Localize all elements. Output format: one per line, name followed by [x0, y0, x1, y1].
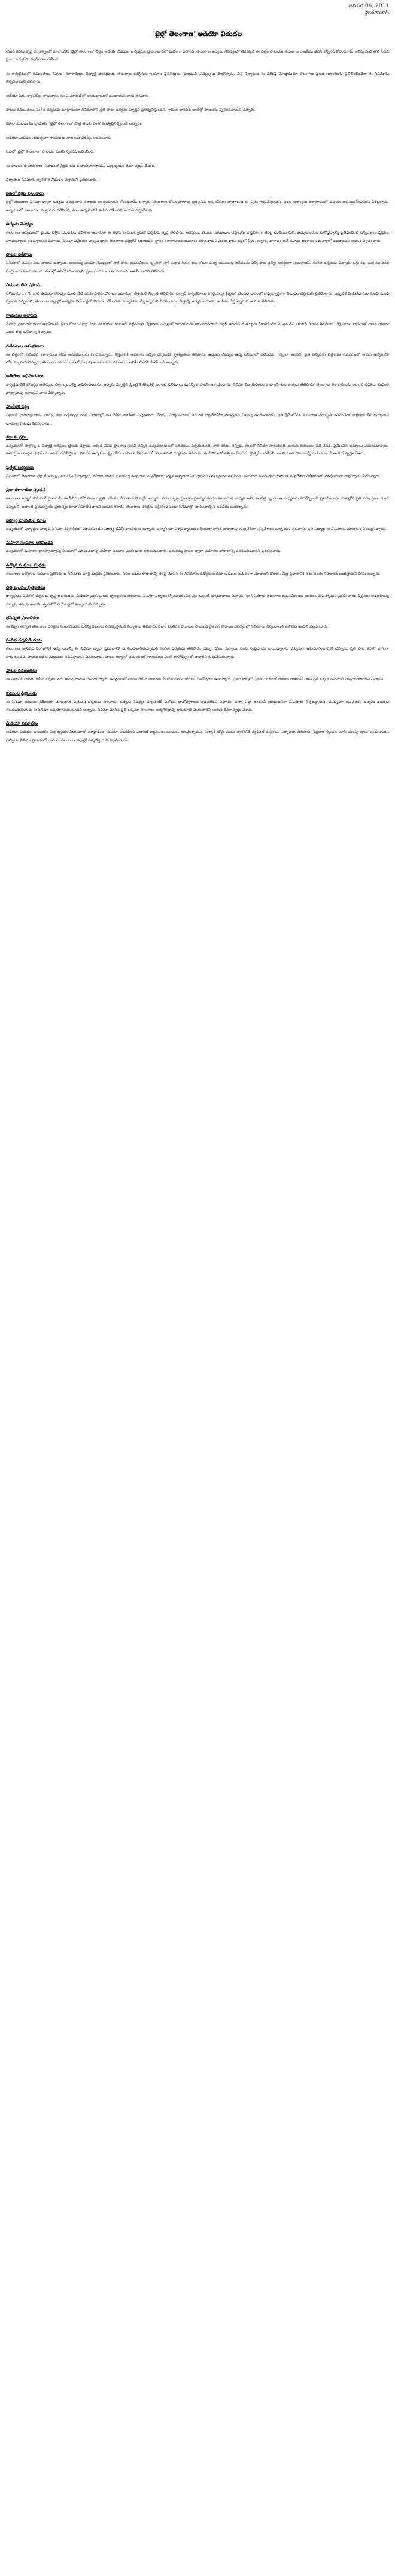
article-paragraph: ఆడియో విడుదల సందర్భంగా గాయకులు పాటలను వేదికపై ఆలపించారు.: [6, 135, 112, 140]
article-paragraph: నిర్మాతలు సినిమాను త్వరలోనే విడుదల చేస్తామని ప్రకటించారు.: [6, 178, 98, 183]
section-heading: సభలో వక్తల ప్రసంగాలు: [6, 191, 44, 196]
section-heading: అతిథుల అభినందనలు: [6, 374, 44, 379]
article-body: [6, 48, 389, 744]
section-heading: కథా సంగ్రహం: [6, 434, 28, 440]
section-heading: మహిళా సంఘాల అభినందన: [6, 540, 53, 545]
place-text: హైదరాబాద్: [364, 10, 389, 16]
page: [0, 0, 395, 756]
article-paragraph: కథానాయకుడు మాట్లాడుతూ 'జైల్లో తెలంగాణ' పాత్ర తనకు ఎంతో సంతృప్తినిచ్చిందని అన్నారు.: [6, 122, 142, 126]
article-paragraph: పాటల రచయితలు, సంగీత దర్శకుడు మాట్లాడుతూ సినిమాలోని ప్రతి పాటా ఉద్యమ స్ఫూర్తిని ప్రతిధ్వనిస్తుందని, గ్రామీణ జానపద బాణీల్లో పాటలను స్వరపరిచామని చెప్పారు.: [6, 108, 256, 113]
article-paragraph: ఈ చిత్రం తర్వాత తెలంగాణ చరిత్రకు సంబంధించిన మరిన్ని కథలను తెరకెక్కిస్తామని నిర్మాతలు తెలిపారు. నిజాం వ్యతిరేక పోరాటం, సాయుధ రైతాంగ పోరాటం నేపథ్యంలో సినిమాలు నిర్మించాలనే ఆలోచన ఉందని వెల్లడించారు.: [6, 625, 329, 629]
article-paragraph: తెలంగాణ జానపద సంగీతానికి ఉన్న బలాన్ని ఈ సినిమా ద్వారా ప్రపంచానికి చూపించాలనుకున్నామని సంగీత దర్శకుడు తెలిపారు. డప్పు, డోలు, సన్నాయి వంటి సంప్రదాయ వాయిద్యాలను ఎక్కువగా ఉపయోగించామని చెప్పారు. ప్రతి పాట కథలో భాగంగా సాగుతుందని, పాటలు కథను ముందుకు నడిపిస్తాయని వివరించారు. పాటల రికార్డింగ్ సమయంలో గాయకులు ఎంతో భావోద్వేగంతో పాడారని గుర్తుచేసుకున్నారు.: [6, 647, 389, 659]
section-heading: సంగీత దర్శకుడి మాట: [6, 638, 42, 643]
dateline-block: [348, 2, 389, 17]
section-heading: ప్రజా కళాకారుల స్పందన: [6, 487, 46, 493]
section-heading: పాటల రచయితలు: [6, 668, 37, 674]
section-heading: విడుదల తేదీ ప్రకటన: [6, 282, 40, 287]
date-text: జనవరి 06, 2011: [348, 3, 389, 9]
dateline: [6, 2, 389, 17]
article-paragraph: ఉద్యమంలో విద్యార్థుల పాత్రను సినిమా సరైన రీతిలో చూపించిందని విద్యార్థి జేఏసీ నాయకులు అన్నారు. ఉస్మానియా విశ్వవిద్యాలయం కేంద్రంగా సాగిన పోరాటాన్ని గుర్తుచేసేలా సన్నివేశాలు ఉన్నాయని తెలిపారు. ప్రతి విద్యార్థి ఈ సినిమాను చూడాలని పిలుపునిచ్చారు.: [6, 527, 387, 531]
article-paragraph: యువ కెరటం కృష్ణ దర్శకత్వంలో రూపొందిన 'జైల్లో తెలంగాణ' చిత్రం ఆడియో విడుదల కార్యక్రమం హైదరాబాద్‌లో ఘనంగా జరిగింది. తెలంగాణ ఉద్యమ నేపథ్యంలో తెరకెక్కిన ఈ చిత్రం పాటలను తెలంగాణ రాజకీయ జేఏసీ కన్వీనర్ కోదండరామ్ ఆవిష్కరించి తొలి సీడీని ప్రజా గాయకుడు గద్దర్‌కు అందజేశారు.: [6, 50, 389, 62]
article-paragraph: చిత్రానికి ఛాయాగ్రహణం, కూర్పు, కళా దర్శకత్వం వంటి విభాగాల్లో పని చేసిన సాంకేతిక నిపుణులను వేదికపై సన్మానించారు. పరిమిత బడ్జెట్‌లోనూ నాణ్యమైన చిత్రాన్ని అందించామని, ప్రతి ఫ్రేమ్‌లోనూ తెలంగాణ సంస్కృతి కనిపించేలా జాగ్రత్తలు తీసుకున్నామని ఛాయాగ్రాహకుడు వివరించారు.: [6, 413, 389, 426]
article-paragraph: వేదికపై ప్రజా గాయకులు ఆలపించిన 'జైలు గోడల మధ్య' పాట సభికులను కంటతడి పెట్టించింది. ప్రేక్షకులు చప్పట్లతో గాయకులను అభినందించారు. గద్దర్ ఆలపించిన ఉద్యమ గీతానికి సభ మొత్తం లేచి నిలబడి గౌరవం తెలిపింది. పల్లె పదాల సొగసుతో సాగిన పాటలు సభకు కొత్త ఉత్తేజాన్ని తెచ్చాయి.: [6, 322, 389, 335]
article-paragraph: సినిమాలో తెలంగాణ పల్లె జీవితాన్ని ప్రతిబింబించే దృశ్యాలు, బోనాల జాతర, బతుకమ్మ ఉత్సవాల సన్నివేశాలు ప్రత్యేక ఆకర్షణగా నిలుస్తాయని చిత్ర బృందం తెలిపింది. వందలాది మంది గ్రామస్తులు ఈ సన్నివేశాల చిత్రీకరణలో స్వచ్ఛందంగా పాల్గొన్నారని పేర్కొన్నారు.: [6, 474, 381, 478]
section-heading: ఉద్యోగ సంఘాల మద్దతు: [6, 562, 46, 568]
article-paragraph: ఉద్యమంలో పాల్గొన్న ఓ విద్యార్థి అరెస్టయి జైలుకు వెళ్తాడు. అక్కడ వివిధ ప్రాంతాల నుంచి వచ్చిన ఉద్యమకారులతో పరిచయం ఏర్పడుతుంది. వారి కథలు, కన్నీళ్లు, కలలతో సినిమా సాగుతుంది. బయట కుటుంబం పడే వేదన, ప్రేమించిన అమ్మాయి ఎదురుచూపులు, ఊరి ప్రజల మద్దతు కథను ముందుకు నడిపిస్తాయి. చివరకు ఉద్యమ లక్ష్యం కోసం వారంతా ఏకమవడమే కథాంశమని దర్శకుడు తెలిపారు. ఈ సినిమాలో ఎక్కడా హింసను ప్రోత్సహించలేదని, శాంతియుత పోరాటాన్నే చూపించామని ఆయన స్పష్టం చేశారు.: [6, 443, 389, 456]
article-paragraph: సినిమాను 1970 నాటి ఉద్యమ నేపథ్యం నుంచి నేటి వరకు సాగిన పోరాటం ఆధారంగా తీశామని నిర్మాత తెలిపారు. సెన్సార్ కార్యక్రమాలు పూర్తయ్యాక ఫిబ్రవరి మొదటి వారంలో రాష్ట్రవ్యాప్తంగా విడుదల చేస్తామని ప్రకటించారు. ఇప్పటికే పంపిణీదారుల నుంచి మంచి స్పందన వచ్చిందని, తెలంగాణ జిల్లాల్లో అత్యధిక థియేటర్లలో విడుదల చేసేందుకు సన్నాహాలు చేస్తున్నామని వివరించారు. చిత్రాన్ని ఉద్యమకారులకు అంకితం చేస్తున్నామని ఆయన తెలిపారు.: [6, 291, 389, 304]
article-paragraph: ఆడియో విడుదల అనంతరం చిత్ర బృందం మీడియాతో మాట్లాడింది. సినిమా విడుదలకు ఎలాంటి అడ్డంకులు ఉండవని ఆశిస్తున్నామని, సెన్సార్ బోర్డు నుంచి త్వరలోనే సర్టిఫికెట్ వస్తుందని నిర్మాతలు తెలిపారు. ప్రేక్షకుల స్పందన చూసి మరిన్ని షోలు పెంచుతామని చెప్పారు. సినిమా ప్రచారంలో భాగంగా తెలంగాణ జిల్లాల్లో పర్యటిస్తామని వెల్లడించారు.: [6, 730, 389, 743]
article-title: 'జైల్లో తెలంగాణ' ఆడియో విడుదల: [153, 30, 242, 38]
article-paragraph: తెలంగాణ ఉద్యమానికి పాటే ప్రాణమని, ఈ సినిమాలోని పాటలు ప్రతి గడపకూ చేరుతాయని గద్దర్ అన్నారు. పాట ద్వారా ప్రజలను చైతన్యపరచడం కళాకారుల బాధ్యత అని, ఈ చిత్ర బృందం ఆ బాధ్యతను నెరవేర్చిందని ప్రశంసించారు. పాటల్లోని ప్రతి పదం ప్రజల గుండె చప్పుడని, ఇలాంటి ప్రయత్నాలకు ప్రభుత్వం కూడా సహకరించాలని ఆయన కోరారు. తెలంగాణ చరిత్రను వక్రీకరించకుండా సినిమాల్లో చూపించాల్సిన అవసరం ఉందన్నారు.: [6, 496, 389, 509]
section-heading: కుటుంబ ప్రేక్షకులకు: [6, 690, 37, 696]
section-heading: భవిష్యత్ ప్రణాళికలు: [6, 616, 40, 621]
section-heading: ఉద్యమ నేపథ్యం: [6, 222, 33, 227]
article-paragraph: ఆడియో సీడీ, క్యాసెట్‌లు సోమవారం నుంచి మార్కెట్‌లో అందుబాటులో ఉంటాయని వారు తెలిపారు.: [6, 93, 150, 98]
article-paragraph: తెలంగాణ ఉద్యమంలో జైలుకు వెళ్లిన యువకుల జీవితాల ఆధారంగా ఈ కథను రాసుకున్నామని దర్శకుడు కృష్ణ తెలిపారు. అరెస్టులు, కేసులు, కుటుంబాల కష్టాలను వాస్తవికంగా తెరపై చూపించామని, ఉద్యమకారుల మనోధైర్యాన్ని ప్రతిబింబించే సన్నివేశాలు ప్రేక్షకుల హృదయాలను కదిలిస్తాయని చెప్పారు. సినిమా చిత్రీకరణ ఎక్కువ భాగం తెలంగాణ పల్లెల్లోనే జరిగిందని, స్థానిక కళాకారులకు అవకాశం కల్పించామని వివరించారు. కథలో ప్రేమ, త్యాగం, పోరాటం అనే మూడు అంశాలు సమపాళ్లలో ఉంటాయని ఆయన వెల్లడించారు.: [6, 231, 389, 243]
article-paragraph: ఈ సినిమా కుటుంబ సమేతంగా చూడదగిన చిత్రమని దర్శకుడు తెలిపారు. ఉద్యమ నేపథ్యం ఉన్నప్పటికీ వినోదం, భావోద్వేగాలకు కొదవలేదని చెప్పారు. చిన్నా పెద్దా అందరినీ ఆకట్టుకునేలా సినిమాను తీర్చిదిద్దామని, ముఖ్యంగా యువతరం ఉద్యమ చరిత్రను తెలుసుకునేందుకు ఈ సినిమా ఉపయోగపడుతుందని అన్నారు. సినిమా చూసిన ప్రతి ఒక్కరూ తెలంగాణ ఆత్మగౌరవాన్ని అనుభూతి చెందుతారని ఆయన ధీమా వ్యక్తం చేశారు.: [6, 699, 389, 713]
section-heading: చిత్ర బృందం కృతజ్ఞతలు: [6, 585, 45, 590]
section-heading: ప్రత్యేక ఆకర్షణలు: [6, 465, 34, 470]
article-paragraph: ఈ చిత్రంలో నటించిన కళాకారులు తమ అనుభవాలను పంచుకున్నారు. కొత్తవారికి అవకాశం ఇచ్చిన దర్శకుడికి కృతజ్ఞతలు తెలిపారు. ఉద్యమ నేపథ్యం ఉన్న సినిమాలో నటించడం గర్వంగా ఉందని, ప్రతి సన్నివేశం చిత్రీకరణ సమయంలో తాము ఉద్వేగానికి లోనయ్యామని చెప్పారు. తెలంగాణ యాస, భాషలో సంభాషణలు పలకడం సహజంగా అనిపించిందని హీరోయిన్ అన్నారు.: [6, 352, 389, 365]
article-paragraph: కార్యక్రమం చివరలో దర్శకుడు కృష్ణ అతిథులకు, మీడియా ప్రతినిధులకు కృతజ్ఞతలు తెలిపారు. సినిమా నిర్మాణంలో సహకరించిన ప్రతి ఒక్కరికీ ధన్యవాదాలు చెప్పారు. ఈ సినిమాను తెలంగాణ అమరవీరులకు అంకితం చేస్తున్నామని ప్రకటించారు. ప్రేక్షకులు ఆదరిస్తారన్న నమ్మకం తమకు ఉందని, త్వరలోనే థియేటర్లలో కలుద్దామని చెప్పారు.: [6, 594, 389, 607]
article-paragraph: ఈ పాటలు 'జై తెలంగాణ' నినాదంతో ప్రేక్షకులను ఉర్రూతలూగిస్తాయని చిత్ర బృందం ధీమా వ్యక్తం చేసింది.: [6, 163, 156, 168]
section-heading: పాటల విశేషాలు: [6, 252, 32, 257]
section-heading: మీడియా సమావేశం: [6, 721, 38, 726]
section-heading: సాంకేతిక వర్గం: [6, 404, 29, 410]
article-paragraph: ఉద్యమంలో మహిళల భాగస్వామ్యాన్ని సినిమాలో చూపించడాన్ని మహిళా సంఘాల ప్రతినిధులు అభినందించారు. బతుకమ్మ పాటల ద్వారా మహిళల పోరాటాన్ని ప్రతిబింబించారని ప్రశంసించారు.: [6, 549, 282, 554]
section-heading: గాయకుల ఆలాపన: [6, 313, 37, 318]
article-paragraph: సినిమాలో మొత్తం ఏడు పాటలు ఉన్నాయి. బతుకమ్మ పండుగ నేపథ్యంలో సాగే పాట, అమరవీరుల స్మృతిలో సాగే విషాద గీతం, జైలు గోడల మధ్య యువకుల ఆవేదనను చెప్పే పాట ప్రత్యేక ఆకర్షణగా నిలుస్తాయని సంగీత దర్శకుడు చెప్పారు. ఒగ్గు కథ, బుర్ర కథ వంటి సంప్రదాయ కళారూపాలను పాటల్లో ఉపయోగించామని, ప్రజా గాయకులు ఈ పాటలను ఆలపించారని తెలిపారు.: [6, 261, 389, 274]
section-heading: నటీనటుల అనుభవాలు: [6, 343, 44, 348]
article-paragraph: తెలంగాణ ఉద్యోగుల సంఘాల ప్రతినిధులు సినిమాకు పూర్తి మద్దతు ప్రకటించారు. సకల జనుల పోరాటాన్ని తెరపై చూపిన ఈ సినిమాను ఉద్యోగులందరూ కుటుంబ సమేతంగా చూడాలని కోరారు. చిత్ర ప్రచారానికి తమ వంతు సహకారం అందిస్తామని హామీ ఇచ్చారు.: [6, 571, 381, 576]
article-paragraph: సభలో 'జైల్లో తెలంగాణ' పాటలకు మంచి స్పందన లభించింది.: [6, 150, 95, 154]
article-paragraph: కార్యక్రమానికి హాజరైన అతిథులు చిత్ర బృందాన్ని అభినందించారు. ఉద్యమ స్ఫూర్తిని ప్రజల్లోకి తీసుకెళ్లే ఇలాంటి సినిమాలు మరిన్ని రావాలని ఆకాంక్షించారు. సినిమా విజయవంతం కావాలని శుభాకాంక్షలు తెలిపారు. తెలంగాణ కళాకారులకు ఇలాంటి వేదికలు మరింత ప్రోత్సాహాన్ని ఇస్తాయని వారు పేర్కొన్నారు.: [6, 383, 389, 395]
section-heading: విద్యార్థి నాయకుల మాట: [6, 518, 46, 523]
article-paragraph: ఈ కార్యక్రమంలో రచయితలు, కవులు, కళాకారులు, విద్యార్థి నాయకులు, తెలంగాణ ఉద్యోగుల సంఘాల ప్రతినిధులు, పలువురు ఎమ్మెల్యేలు పాల్గొన్నారు. చిత్ర నిర్మాతలు ఈ వేదికపై మాట్లాడుతూ తెలంగాణ ప్రజల ఆకాంక్షలను ప్రతిబింబించేలా ఈ సినిమాను తీర్చిదిద్దామని తెలిపారు.: [6, 71, 389, 84]
article-paragraph: జైల్లో తెలంగాణ సినిమా ద్వారా ఉద్యమ చరిత్ర భావి తరాలకు అందుతుందని కోదండరామ్ అన్నారు. తెలంగాణ కోసం ప్రాణాలు అర్పించిన అమరవీరుల త్యాగాలను ఈ చిత్రం గుర్తుచేస్తుందని, ప్రజల ఆకాంక్షను కళారూపంలో చెప్పడం అభినందనీయమని పేర్కొన్నారు. ఉద్యమంలో కళాకారుల పాత్ర మరువలేనిదని, పాట ఉద్యమానికి ఊపిరి పోసిందని ఆయన గుర్తుచేశారు.: [6, 200, 389, 213]
article-paragraph: ఈ చిత్రానికి పాటలు రాసిన కవులు తమ అనుభవాలను పంచుకున్నారు. ఉద్యమంలో తాము రాసిన పాటలకు సినిమా రూపం రావడం సంతోషంగా ఉందన్నారు. ప్రజల భాషలో, ప్రజల యాసలో పాటలు రాశామని, అవి ప్రతి ఒక్కరి మనసుకు హత్తుకుంటాయని చెప్పారు.: [6, 677, 385, 682]
